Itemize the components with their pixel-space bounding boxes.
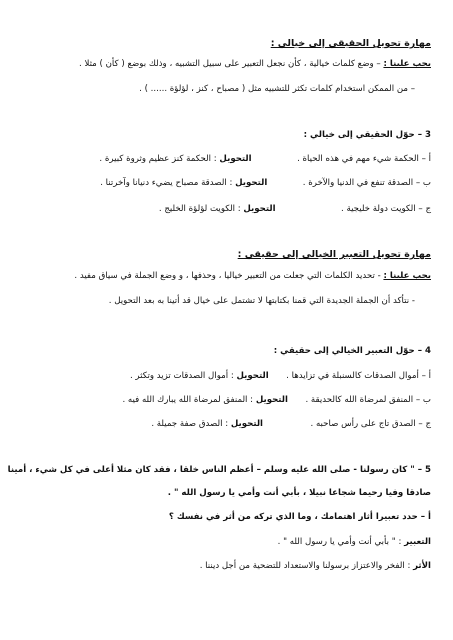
q4-item-b-label: التحويل	[255, 395, 288, 405]
q5-expression-label: التعبير	[404, 537, 431, 547]
section2-must-label: يجب علينا :	[383, 271, 431, 281]
q3-title: 3 – حوّل الحقيقي إلى خيالي :	[303, 130, 431, 140]
q3-item-a	[99, 154, 431, 165]
q5-question: أ – حدد تعبيرا أثار اهتمامك ، وما الذي تركه من أثر في نفسك ؟	[168, 512, 431, 522]
q3-item-c-label: التحويل	[243, 204, 276, 214]
q4-item-b-letter: ب	[422, 395, 431, 405]
q3-item-c	[159, 204, 431, 215]
q5-expression-line	[278, 537, 431, 548]
q4-item-b-answer: : المنفق لمرضاة الله يبارك الله فيه .	[122, 395, 254, 405]
q5-passage-line1: 5 – " كان رسولنا - صلى الله عليه وسلم – أعظم الناس خلقا ، فقد كان مثلا أعلى في كل شيء ، أمينا	[7, 465, 431, 475]
q3-item-b-label: التحويل	[235, 178, 268, 188]
section1-must-line	[79, 59, 431, 70]
q3-item-c-text: – الكويت دولة خليجية .	[341, 204, 423, 214]
q3-item-c-letter: ج	[425, 204, 431, 214]
section2-title: مهارة تحويل التعبير الخيالي إلى حقيقي :	[237, 249, 431, 260]
q4-item-a	[130, 371, 431, 382]
section1-note: – من الممكن استخدام كلمات تكثر للتشبيه مثل ( مصباح ، كنز ، لؤلؤة ...... ) .	[139, 84, 415, 94]
q3-item-a-letter: أ	[428, 154, 431, 164]
q4-item-c-letter: ج	[425, 419, 431, 429]
section2-must-text: - تحديد الكلمات التي جعلت من التعبير خياليا ، وحذفها ، و وضع الجملة في سياق مفيد .	[74, 271, 381, 281]
q4-item-a-letter: أ	[428, 371, 431, 381]
q5-effect-text: : الفخر والاعتزاز برسولنا والاستعداد للتضحية من أجل ديننا .	[199, 561, 411, 571]
q3-item-b	[100, 178, 431, 189]
q5-expression-text: : " بأبي أنت وأمي يا رسول الله " .	[277, 537, 402, 547]
q4-item-c	[151, 419, 431, 430]
q4-item-a-answer: : أموال الصدقات تزيد وتكثر .	[129, 371, 234, 381]
section1-must-text: – وضع كلمات خيالية ، كأن نجعل التعبير على سبيل التشبيه ، وذلك بوضع ( كأن ) مثلا .	[79, 59, 381, 69]
section1-title: مهارة تحويل الحقيقي إلى خيالي :	[270, 38, 431, 49]
q4-item-c-answer: : الصدق صفة جميلة .	[151, 419, 229, 429]
q3-item-b-letter: ب	[422, 178, 431, 188]
section1-must-label: يجب علينا :	[383, 59, 431, 69]
q4-item-c-text: – الصدق تاج على رأس صاحبه .	[310, 419, 423, 429]
q3-item-a-answer: : الحكمة كنز عظيم وثروة كبيرة .	[99, 154, 217, 164]
q4-item-b-text: – المنفق لمرضاة الله كالحديقة .	[305, 395, 421, 405]
q4-item-a-label: التحويل	[236, 371, 269, 381]
section2-must-line	[74, 271, 431, 282]
q5-passage-line2: صادقا وفيا رحيما شجاعا نبيلا ، بأبي أنت وأمي يا رسول الله " .	[167, 488, 431, 498]
q3-item-b-text: – الصدقة تنفع في الدنيا والآخرة .	[302, 178, 421, 188]
q4-item-c-label: التحويل	[230, 419, 264, 429]
q5-effect-label: الأثر	[413, 561, 431, 571]
q3-item-a-text: – الحكمة شيء مهم في هذه الحياة .	[297, 154, 426, 164]
q3-item-c-answer: : الكويت لؤلؤة الخليج .	[158, 204, 241, 214]
q4-item-a-text: – أموال الصدقات كالسنبلة في تزايدها .	[286, 371, 426, 381]
q4-item-b	[122, 395, 431, 406]
q3-item-a-label: التحويل	[219, 154, 252, 164]
q5-effect-line	[200, 561, 431, 572]
q4-title: 4 – حوّل التعبير الخيالي إلى حقيقي :	[273, 346, 431, 356]
section2-note: - نتأكد أن الجملة الجديدة التي قمنا بكتابتها لا تشتمل على خيال قد أتينا به بعد التحويل .	[108, 296, 415, 306]
q3-item-b-answer: : الصدقة مصباح يضيء دنيانا وآخرتنا .	[100, 178, 233, 188]
